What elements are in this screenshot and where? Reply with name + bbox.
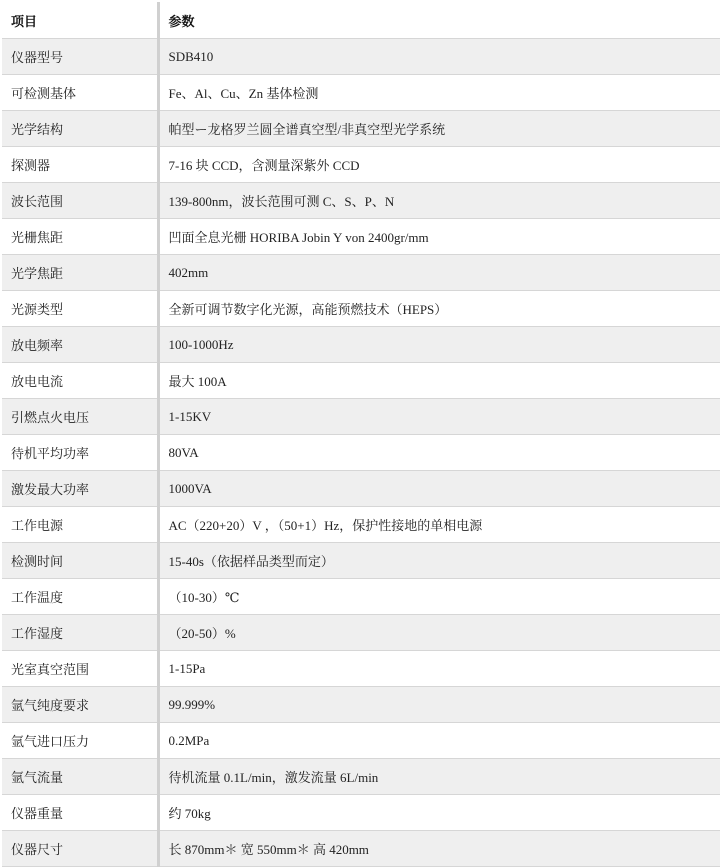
table-row (2, 75, 720, 111)
row-param-value: 139-800nm，波长范围可测 C、S、P、N (158, 183, 720, 219)
table-row (2, 111, 720, 147)
table-row (2, 831, 720, 867)
row-item-label: 引燃点火电压 (2, 399, 158, 435)
row-param-value: 99.999% (158, 687, 720, 723)
row-param-value: 1-15Pa (158, 651, 720, 687)
row-param-value: 全新可调节数字化光源，高能预燃技术（HEPS） (158, 291, 720, 327)
row-item-label: 波长范围 (2, 183, 158, 219)
row-item-label: 工作湿度 (2, 615, 158, 651)
table-row (2, 327, 720, 363)
table-row (2, 399, 720, 435)
table-body (2, 39, 720, 867)
table-row (2, 363, 720, 399)
row-param-value: 帕型ー龙格罗兰圆全谱真空型/非真空型光学系统 (158, 111, 720, 147)
table-row (2, 795, 720, 831)
row-param-value: 80VA (158, 435, 720, 471)
row-item-label: 工作电源 (2, 507, 158, 543)
row-param-value: 待机流量 0.1L/min，激发流量 6L/min (158, 759, 720, 795)
row-item-label: 放电电流 (2, 363, 158, 399)
table-row (2, 147, 720, 183)
table-row (2, 291, 720, 327)
row-param-value: 100-1000Hz (158, 327, 720, 363)
row-item-label: 光学结构 (2, 111, 158, 147)
table-row (2, 255, 720, 291)
row-param-value: Fe、Al、Cu、Zn 基体检测 (158, 75, 720, 111)
row-param-value: 约 70kg (158, 795, 720, 831)
row-item-label: 氩气进口压力 (2, 723, 158, 759)
row-param-value: 15-40s（依据样品类型而定） (158, 543, 720, 579)
row-param-value: 1-15KV (158, 399, 720, 435)
table-row (2, 471, 720, 507)
table-row (2, 759, 720, 795)
table-row (2, 723, 720, 759)
table-row (2, 435, 720, 471)
row-item-label: 光室真空范围 (2, 651, 158, 687)
table-row (2, 507, 720, 543)
row-item-label: 可检测基体 (2, 75, 158, 111)
row-item-label: 探测器 (2, 147, 158, 183)
row-param-value: 402mm (158, 255, 720, 291)
header-item: 项目 (2, 2, 158, 39)
table-row (2, 543, 720, 579)
row-param-value: 凹面全息光栅 HORIBA Jobin Y von 2400gr/mm (158, 219, 720, 255)
row-item-label: 工作温度 (2, 579, 158, 615)
table-row (2, 651, 720, 687)
row-item-label: 仪器型号 (2, 39, 158, 75)
row-item-label: 光栅焦距 (2, 219, 158, 255)
header-param: 参数 (158, 2, 720, 39)
table-row (2, 687, 720, 723)
row-item-label: 仪器重量 (2, 795, 158, 831)
row-item-label: 放电频率 (2, 327, 158, 363)
row-param-value: SDB410 (158, 39, 720, 75)
row-item-label: 光源类型 (2, 291, 158, 327)
table-row (2, 39, 720, 75)
row-item-label: 激发最大功率 (2, 471, 158, 507)
row-item-label: 光学焦距 (2, 255, 158, 291)
row-param-value: 1000VA (158, 471, 720, 507)
row-item-label: 检测时间 (2, 543, 158, 579)
row-param-value: AC（220+20）V ，（50+1）Hz，保护性接地的单相电源 (158, 507, 720, 543)
row-item-label: 氩气纯度要求 (2, 687, 158, 723)
row-param-value: 0.2MPa (158, 723, 720, 759)
row-param-value: 7-16 块 CCD，含测量深紫外 CCD (158, 147, 720, 183)
row-param-value: 最大 100A (158, 363, 720, 399)
table-row (2, 183, 720, 219)
row-item-label: 待机平均功率 (2, 435, 158, 471)
row-param-value: 长 870mm＊ 宽 550mm＊ 高 420mm (158, 831, 720, 867)
row-item-label: 仪器尺寸 (2, 831, 158, 867)
row-param-value: （20-50）% (158, 615, 720, 651)
spec-table (2, 2, 720, 867)
table-row (2, 579, 720, 615)
table-row (2, 219, 720, 255)
row-param-value: （10-30）℃ (158, 579, 720, 615)
table-header (2, 2, 720, 39)
table-row (2, 615, 720, 651)
row-item-label: 氩气流量 (2, 759, 158, 795)
header-row (2, 2, 720, 39)
